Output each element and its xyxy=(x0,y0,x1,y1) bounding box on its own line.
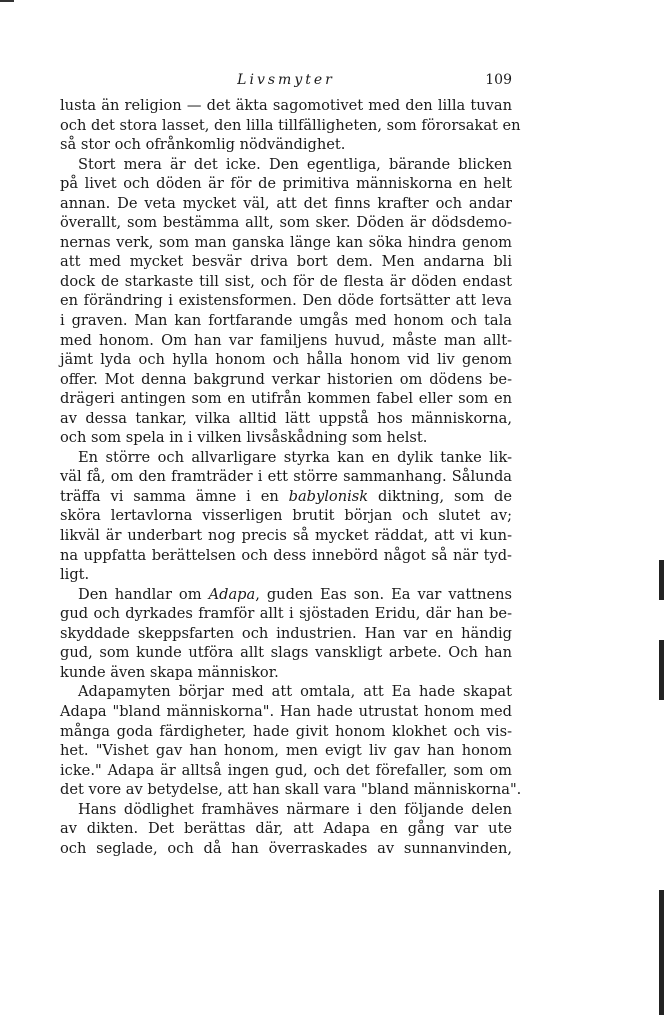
text-line: Den handlar om Adapa, guden Eas son. Ea var vattnens xyxy=(78,585,512,603)
text-line: det vore av betydelse, att han skall vara "bland människorna". xyxy=(60,781,522,799)
text-line: sköra lertavlorna visserligen brutit början och slutet av; xyxy=(60,507,512,525)
text-line: likväl är underbart nog precis så mycket räddat, att vi kun- xyxy=(60,527,512,545)
body-text xyxy=(60,96,522,858)
text-line: överallt, som bestämma allt, som sker. Döden är dödsdemo- xyxy=(60,214,512,232)
text-line: på livet och döden är för de primitiva människorna en helt xyxy=(60,175,512,193)
text-line: många goda färdigheter, hade givit honom klokhet och vis- xyxy=(60,722,512,740)
text-line: Stort mera är det icke. Den egentliga, bärande blicken xyxy=(78,155,512,173)
text-line: na uppfatta berättelsen och dess innebörd något så när tyd- xyxy=(60,546,512,564)
text-line: träffa vi samma ämne i en babylonisk diktning, som de xyxy=(60,487,512,505)
running-title: Livsmyter xyxy=(237,72,335,88)
text-line: skyddade skeppsfarten och industrien. Han var en händig xyxy=(60,624,512,642)
text-line: Hans dödlighet framhäves närmare i den följande delen xyxy=(78,800,512,818)
text-line: ligt. xyxy=(60,566,90,584)
scan-edge-shadow xyxy=(659,890,664,1015)
text-line: En större och allvarligare styrka kan en dylik tanke lik- xyxy=(78,448,512,466)
scan-edge-shadow xyxy=(659,640,664,700)
scan-edge-mark xyxy=(0,0,14,2)
text-line: Adapamyten börjar med att omtala, att Ea hade skapat xyxy=(78,683,512,701)
text-line: drägeri antingen som en utifrån kommen fabel eller som en xyxy=(60,390,512,408)
text-line: dock de starkaste till sist, och för de flesta är döden endast xyxy=(60,272,512,290)
page-header xyxy=(60,72,512,92)
text-line: en förändring i existensformen. Den döde fortsätter att leva xyxy=(60,292,512,310)
text-line: i graven. Man kan fortfarande umgås med honom och tala xyxy=(60,312,512,330)
text-line: av dessa tankar, vilka alltid lätt uppstå hos människorna, xyxy=(60,409,512,427)
text-line: och seglade, och då han överraskades av sunnanvinden, xyxy=(60,839,512,857)
text-line: het. "Vishet gav han honom, men evigt liv gav han honom xyxy=(60,742,512,760)
page-number: 109 xyxy=(485,72,512,88)
text-line: Adapa "bland människorna". Han hade utrustat honom med xyxy=(60,702,512,720)
text-line: nernas verk, som man ganska länge kan söka hindra genom xyxy=(60,233,512,251)
text-line: så stor och ofrånkomlig nödvändighet. xyxy=(60,136,346,154)
text-line: och som spela in i vilken livsåskådning som helst. xyxy=(60,429,428,447)
scan-edge-shadow xyxy=(659,560,664,600)
text-line: och det stora lasset, den lilla tillfälligheten, som förorsakat en xyxy=(60,116,521,134)
text-line: icke." Adapa är alltså ingen gud, och det förefaller, som om xyxy=(60,761,512,779)
text-line: lusta än religion — det äkta sagomotivet med den lilla tuvan xyxy=(60,97,512,114)
text-line: av dikten. Det berättas där, att Adapa en gång var ute xyxy=(60,820,512,838)
text-line: offer. Mot denna bakgrund verkar historien om dödens be- xyxy=(60,370,512,388)
text-line: att med mycket besvär driva bort dem. Men andarna bli xyxy=(60,253,512,271)
text-line: med honom. Om han var familjens huvud, måste man allt- xyxy=(60,331,512,349)
text-line: gud, som kunde utföra allt slags vanskligt arbete. Och han xyxy=(60,644,512,662)
text-line: annan. De veta mycket väl, att det finns krafter och andar xyxy=(60,194,512,212)
text-line: jämt lyda och hylla honom och hålla honom vid liv genom xyxy=(60,351,512,369)
text-line: kunde även skapa människor. xyxy=(60,663,279,681)
text-line: gud och dyrkades framför allt i sjöstaden Eridu, där han be- xyxy=(60,605,512,623)
text-line: väl få, om den framträder i ett större sammanhang. Sålunda xyxy=(60,468,512,486)
